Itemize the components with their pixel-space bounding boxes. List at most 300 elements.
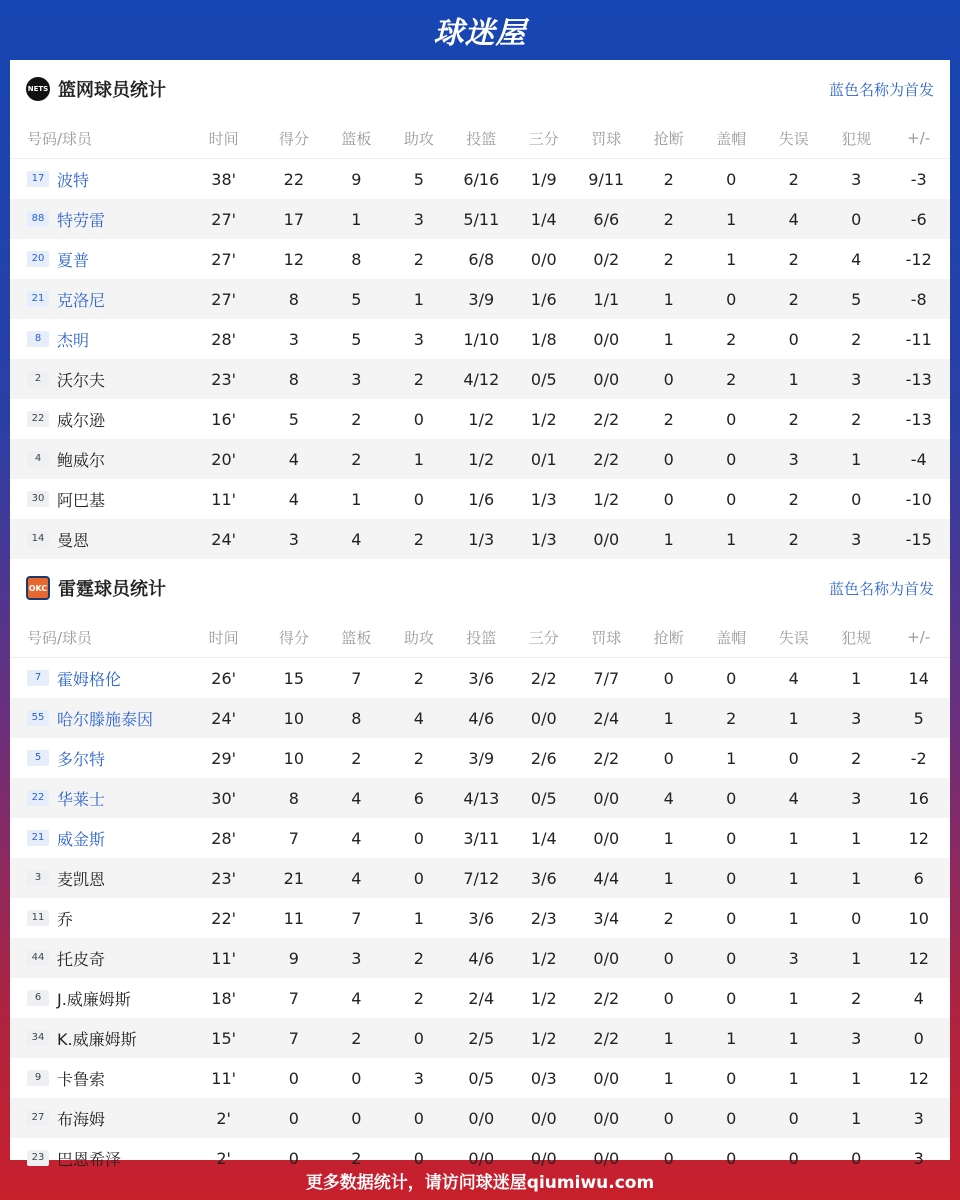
player-name[interactable]: 夏普 xyxy=(57,250,90,270)
player-name[interactable]: 霍姆格伦 xyxy=(57,669,122,689)
stat-cell: -15 xyxy=(905,529,932,549)
player-cell xyxy=(10,667,185,690)
stat-cell: 1/3 xyxy=(530,529,557,549)
player-name[interactable]: 克洛尼 xyxy=(57,290,106,310)
stat-cell: 0 xyxy=(788,1108,799,1128)
stat-cell: 7 xyxy=(288,828,299,848)
stat-cell: 4 xyxy=(851,249,862,269)
stat-cell: 30' xyxy=(211,788,237,808)
player-name[interactable]: 威金斯 xyxy=(57,829,106,849)
jersey-number: 21 xyxy=(27,830,49,846)
stat-cell: 2' xyxy=(216,1148,231,1168)
stat-cell: 0 xyxy=(413,868,424,888)
stat-cell: 0 xyxy=(726,868,737,888)
stat-cell: 1/4 xyxy=(530,828,557,848)
stat-cell: 1 xyxy=(413,449,424,469)
jersey-number: 8 xyxy=(27,331,49,347)
stat-cell: 0 xyxy=(413,489,424,509)
player-cell xyxy=(10,867,185,890)
stat-cell: 2 xyxy=(851,409,862,429)
stat-cell: 2 xyxy=(788,169,799,189)
jersey-number: 20 xyxy=(27,251,49,267)
player-cell xyxy=(10,448,185,471)
jersey-number: 27 xyxy=(27,1110,49,1126)
player-name[interactable]: 巴恩希泽 xyxy=(57,1149,122,1169)
player-name[interactable]: J.威廉姆斯 xyxy=(57,989,131,1009)
player-name[interactable]: 阿巴基 xyxy=(57,490,106,510)
stat-cell: 0 xyxy=(663,668,674,688)
stat-cell: 8 xyxy=(351,708,362,728)
column-header: 三分 xyxy=(528,129,559,148)
stat-cell: 2 xyxy=(851,329,862,349)
stat-cell: 2/6 xyxy=(530,748,557,768)
stat-cell: 2 xyxy=(788,529,799,549)
jersey-number: 3 xyxy=(27,870,49,886)
column-header: 投篮 xyxy=(466,628,497,647)
player-cell xyxy=(10,368,185,391)
stat-cell: 1 xyxy=(726,529,737,549)
column-header: 得分 xyxy=(278,129,309,148)
stat-cell: 0 xyxy=(726,948,737,968)
stat-cell: 1 xyxy=(851,668,862,688)
jersey-number: 2 xyxy=(27,371,49,387)
stat-cell: 3 xyxy=(413,209,424,229)
player-name[interactable]: 波特 xyxy=(57,170,90,190)
stat-cell: 1 xyxy=(851,948,862,968)
player-cell xyxy=(10,528,185,551)
player-name[interactable]: 卡鲁索 xyxy=(57,1069,106,1089)
stat-cell: 29' xyxy=(211,748,237,768)
stat-cell: 1/2 xyxy=(530,1028,557,1048)
stat-cell: 5 xyxy=(288,409,299,429)
stat-cell: 1 xyxy=(851,828,862,848)
stat-cell: -3 xyxy=(910,169,927,189)
player-row[interactable] xyxy=(10,279,950,319)
stat-cell: 2 xyxy=(413,529,424,549)
player-name[interactable]: 杰明 xyxy=(57,330,90,350)
stat-cell: 1/2 xyxy=(530,948,557,968)
stat-cell: 0 xyxy=(726,409,737,429)
jersey-number: 11 xyxy=(27,910,49,926)
column-header: 罚球 xyxy=(591,628,622,647)
player-name[interactable]: 华莱士 xyxy=(57,789,106,809)
stat-cell: 0 xyxy=(413,1108,424,1128)
stat-cell: 11 xyxy=(283,908,305,928)
stat-cell: 4/6 xyxy=(468,948,495,968)
player-row[interactable] xyxy=(10,698,950,738)
player-cell xyxy=(10,488,185,511)
jersey-number: 14 xyxy=(27,531,49,547)
stat-cell: 1 xyxy=(788,868,799,888)
stat-cell: 1 xyxy=(663,1068,674,1088)
player-row[interactable] xyxy=(10,818,950,858)
jersey-number: 4 xyxy=(27,451,49,467)
stat-cell: 2 xyxy=(351,1028,362,1048)
jersey-number: 6 xyxy=(27,990,49,1006)
stat-cell: 2 xyxy=(413,249,424,269)
stat-cell: 1 xyxy=(351,489,362,509)
stat-cell: 0/0 xyxy=(593,1108,620,1128)
column-header: 篮板 xyxy=(341,129,372,148)
stat-cell: 2 xyxy=(788,409,799,429)
stat-cell: 12 xyxy=(908,828,929,848)
stat-cell: 1 xyxy=(726,748,737,768)
column-header: 盖帽 xyxy=(716,129,747,148)
player-cell xyxy=(10,707,185,730)
stat-cell: 0 xyxy=(663,489,674,509)
player-cell xyxy=(10,1067,185,1090)
stat-cell: 1 xyxy=(351,209,362,229)
stat-cell: 2 xyxy=(351,748,362,768)
stat-cell: 2 xyxy=(413,988,424,1008)
stat-cell: 3 xyxy=(288,529,299,549)
column-header: 罚球 xyxy=(591,129,622,148)
stat-cell: 4/6 xyxy=(468,708,495,728)
table-header-row xyxy=(10,617,950,658)
stat-cell: 0/0 xyxy=(530,249,557,269)
stat-cell: 2 xyxy=(663,908,674,928)
player-name[interactable]: 沃尔夫 xyxy=(57,370,106,390)
column-header: 得分 xyxy=(278,628,309,647)
stat-cell: 8 xyxy=(288,289,299,309)
column-header: 号码/球员 xyxy=(27,628,93,647)
column-header: 篮板 xyxy=(341,628,372,647)
stat-cell: 7 xyxy=(351,908,362,928)
stat-cell: 3 xyxy=(413,1068,424,1088)
stat-cell: 0 xyxy=(788,329,799,349)
stat-cell: 3 xyxy=(851,369,862,389)
stat-cell: 2 xyxy=(726,369,737,389)
jersey-number: 22 xyxy=(27,411,49,427)
stat-cell: 4 xyxy=(788,788,799,808)
stat-cell: 4 xyxy=(788,209,799,229)
player-name[interactable]: 鲍威尔 xyxy=(57,450,106,470)
jersey-number: 21 xyxy=(27,291,49,307)
stat-cell: 1 xyxy=(788,828,799,848)
stat-cell: 0/0 xyxy=(468,1148,495,1168)
stat-cell: 2 xyxy=(663,169,674,189)
stat-cell: 10 xyxy=(908,908,929,928)
stat-cell: 2 xyxy=(663,249,674,269)
stat-cell: 2/3 xyxy=(530,908,557,928)
stat-cell: 1 xyxy=(663,529,674,549)
stat-cell: 2 xyxy=(788,249,799,269)
stat-cell: 24' xyxy=(211,708,237,728)
stat-cell: 3 xyxy=(851,1028,862,1048)
stat-cell: 4 xyxy=(288,449,299,469)
stat-cell: 1/3 xyxy=(530,489,557,509)
stat-cell: 5 xyxy=(351,329,362,349)
stat-cell: 4 xyxy=(663,788,674,808)
stat-cell: 1/4 xyxy=(530,209,557,229)
stat-cell: 3 xyxy=(288,329,299,349)
stat-cell: 5 xyxy=(851,289,862,309)
starter-note: 蓝色名称为首发 xyxy=(828,579,934,598)
stat-cell: 2/2 xyxy=(593,449,620,469)
player-row[interactable] xyxy=(10,778,950,818)
player-row[interactable] xyxy=(10,1018,950,1058)
player-cell xyxy=(10,408,185,431)
stat-cell: 2 xyxy=(351,409,362,429)
team-title-group xyxy=(26,575,166,601)
footer[interactable] xyxy=(0,1160,960,1200)
column-header: 抢断 xyxy=(653,129,684,148)
stat-cell: 1 xyxy=(726,209,737,229)
player-row[interactable] xyxy=(10,199,950,239)
stat-cell: 3 xyxy=(413,329,424,349)
jersey-number: 55 xyxy=(27,710,49,726)
stat-cell: 3/6 xyxy=(468,908,495,928)
stat-cell: 0 xyxy=(663,948,674,968)
stat-cell: 4 xyxy=(351,529,362,549)
player-name[interactable]: 托皮奇 xyxy=(57,949,106,969)
stat-cell: 1 xyxy=(851,1108,862,1128)
stat-cell: 0 xyxy=(663,369,674,389)
player-cell xyxy=(10,827,185,850)
stat-cell: 0 xyxy=(413,828,424,848)
player-name[interactable]: 多尔特 xyxy=(57,749,106,769)
stat-cell: 7 xyxy=(288,988,299,1008)
stat-cell: 1 xyxy=(788,908,799,928)
stat-cell: 22 xyxy=(283,169,305,189)
stat-cell: 0 xyxy=(913,1028,924,1048)
stat-cell: 0 xyxy=(726,828,737,848)
stat-cell: 3/6 xyxy=(468,668,495,688)
player-row[interactable] xyxy=(10,399,950,439)
stat-cell: 0 xyxy=(663,449,674,469)
stat-cell: 26' xyxy=(211,668,237,688)
stat-cell: 0/5 xyxy=(530,788,557,808)
team-title: 雷霆球员统计 xyxy=(58,579,166,600)
stat-cell: 16' xyxy=(211,409,237,429)
stat-cell: 4 xyxy=(913,988,924,1008)
stat-cell: -12 xyxy=(905,249,932,269)
stat-cell: 8 xyxy=(351,249,362,269)
stat-cell: 11' xyxy=(211,948,237,968)
jersey-number: 34 xyxy=(27,1030,49,1046)
stat-cell: 3 xyxy=(851,169,862,189)
player-cell xyxy=(10,1107,185,1130)
stat-cell: 9 xyxy=(351,169,362,189)
column-header: 时间 xyxy=(208,628,239,647)
stat-cell: 2 xyxy=(663,409,674,429)
stat-cell: 15 xyxy=(283,668,305,688)
stat-cell: 1 xyxy=(788,988,799,1008)
stat-cell: 2/2 xyxy=(593,988,620,1008)
stat-cell: 4 xyxy=(351,788,362,808)
stat-cell: 0/3 xyxy=(530,1068,557,1088)
stat-cell: 0/0 xyxy=(593,1148,620,1168)
column-header: 号码/球员 xyxy=(27,129,93,148)
stat-cell: 0 xyxy=(726,988,737,1008)
stat-cell: 2/2 xyxy=(593,1028,620,1048)
player-row[interactable] xyxy=(10,479,950,519)
stat-cell: 2/5 xyxy=(468,1028,495,1048)
stat-cell: 4 xyxy=(351,828,362,848)
jersey-number: 30 xyxy=(27,491,49,507)
jersey-number: 9 xyxy=(27,1070,49,1086)
player-cell xyxy=(10,328,185,351)
stat-cell: 6 xyxy=(413,788,424,808)
stat-cell: 2 xyxy=(726,708,737,728)
team-logo-icon: OKC xyxy=(26,576,50,600)
player-cell xyxy=(10,1027,185,1050)
jersey-number: 22 xyxy=(27,790,49,806)
stat-cell: 3/9 xyxy=(468,289,495,309)
player-name[interactable]: 特劳雷 xyxy=(57,210,106,230)
player-row[interactable] xyxy=(10,658,950,698)
footer-text: 更多数据统计，请访问球迷屋qiumiwu.com xyxy=(305,1172,655,1193)
stat-cell: 0/0 xyxy=(593,828,620,848)
stat-cell: 3/11 xyxy=(463,828,500,848)
player-cell xyxy=(10,208,185,231)
stat-cell: 1 xyxy=(663,868,674,888)
stat-cell: 2/2 xyxy=(593,409,620,429)
stat-cell: 2 xyxy=(788,289,799,309)
stat-cell: 1/2 xyxy=(468,409,495,429)
player-name[interactable]: 布海姆 xyxy=(57,1109,106,1129)
player-row[interactable] xyxy=(10,858,950,898)
stat-cell: 12 xyxy=(908,1068,929,1088)
stat-cell: 1/6 xyxy=(468,489,495,509)
player-name[interactable]: 麦凯恩 xyxy=(57,869,106,889)
stat-cell: 11' xyxy=(211,489,237,509)
player-cell xyxy=(10,787,185,810)
player-row[interactable] xyxy=(10,738,950,778)
stat-cell: 0 xyxy=(726,449,737,469)
player-name[interactable]: 乔 xyxy=(57,909,74,929)
stat-cell: 1 xyxy=(726,249,737,269)
team-title-group xyxy=(26,76,166,102)
stat-cell: 2/4 xyxy=(593,708,620,728)
player-row[interactable] xyxy=(10,519,950,559)
stat-cell: 23' xyxy=(211,868,237,888)
player-row[interactable] xyxy=(10,898,950,938)
stat-cell: 1/2 xyxy=(530,409,557,429)
stat-cell: 0 xyxy=(288,1108,299,1128)
stat-cell: 3 xyxy=(351,369,362,389)
stat-cell: 2 xyxy=(413,668,424,688)
stat-cell: 4 xyxy=(351,988,362,1008)
stat-cell: -2 xyxy=(910,748,927,768)
stat-cell: -8 xyxy=(910,289,927,309)
stat-cell: 1 xyxy=(851,449,862,469)
jersey-number: 7 xyxy=(27,670,49,686)
player-cell xyxy=(10,947,185,970)
stat-cell: 0 xyxy=(726,169,737,189)
stat-cell: 4 xyxy=(288,489,299,509)
stat-cell: 1 xyxy=(663,708,674,728)
stat-cell: 0/0 xyxy=(593,948,620,968)
stat-cell: 4 xyxy=(788,668,799,688)
player-row[interactable] xyxy=(10,159,950,199)
player-cell xyxy=(10,288,185,311)
player-row[interactable] xyxy=(10,1058,950,1098)
stat-cell: 0 xyxy=(726,668,737,688)
stat-cell: 0 xyxy=(413,1148,424,1168)
player-name[interactable]: K.威廉姆斯 xyxy=(57,1029,137,1049)
table-header-row xyxy=(10,118,950,159)
stat-cell: -4 xyxy=(910,449,927,469)
stat-cell: 1 xyxy=(788,708,799,728)
player-cell xyxy=(10,907,185,930)
stat-cell: 0 xyxy=(851,489,862,509)
stat-cell: 0/0 xyxy=(593,529,620,549)
stat-cell: 2/2 xyxy=(530,668,557,688)
stat-cell: 27' xyxy=(211,289,237,309)
stat-cell: -10 xyxy=(905,489,932,509)
stat-cell: 0 xyxy=(726,788,737,808)
stat-cell: 9/11 xyxy=(588,169,625,189)
player-row[interactable] xyxy=(10,439,950,479)
player-cell xyxy=(10,747,185,770)
starter-note: 蓝色名称为首发 xyxy=(828,80,934,99)
stat-cell: 1 xyxy=(413,908,424,928)
stat-cell: 3 xyxy=(788,449,799,469)
stat-cell: 2 xyxy=(726,329,737,349)
stat-cell: 1/8 xyxy=(530,329,557,349)
stat-cell: -6 xyxy=(910,209,927,229)
stat-cell: 1 xyxy=(663,329,674,349)
stat-cell: 1/9 xyxy=(530,169,557,189)
player-name[interactable]: 曼恩 xyxy=(57,530,90,550)
player-row[interactable] xyxy=(10,1098,950,1138)
stat-cell: 5/11 xyxy=(463,209,500,229)
player-row[interactable] xyxy=(10,938,950,978)
column-header: +/- xyxy=(907,129,931,147)
stat-cell: 2 xyxy=(351,449,362,469)
stat-cell: 5 xyxy=(913,708,924,728)
stat-cell: 1 xyxy=(788,1028,799,1048)
stat-cell: 27' xyxy=(211,249,237,269)
stat-cell: 15' xyxy=(211,1028,237,1048)
stat-cell: 1 xyxy=(851,1068,862,1088)
player-row[interactable] xyxy=(10,319,950,359)
player-name[interactable]: 哈尔滕施泰因 xyxy=(57,709,154,729)
stat-cell: 0/0 xyxy=(593,788,620,808)
player-name[interactable]: 威尔逊 xyxy=(57,410,106,430)
stat-cell: 0 xyxy=(726,1068,737,1088)
site-logo: 球迷屋 xyxy=(433,16,527,51)
stat-cell: 0 xyxy=(663,748,674,768)
stat-cell: 0 xyxy=(726,489,737,509)
jersey-number: 88 xyxy=(27,211,49,227)
column-header: 三分 xyxy=(528,628,559,647)
stat-cell: 18' xyxy=(211,988,237,1008)
stat-cell: 2 xyxy=(413,948,424,968)
stat-cell: 1/1 xyxy=(593,289,620,309)
stat-cell: 2 xyxy=(788,489,799,509)
team-logo-icon: NETS xyxy=(26,77,50,101)
player-row[interactable] xyxy=(10,978,950,1018)
stat-cell: 1 xyxy=(788,369,799,389)
stat-cell: 3 xyxy=(913,1108,924,1128)
stat-cell: 7/7 xyxy=(593,668,620,688)
stat-cell: 6/8 xyxy=(468,249,495,269)
stat-cell: 2 xyxy=(413,748,424,768)
stat-cell: 0 xyxy=(663,1108,674,1128)
player-row[interactable] xyxy=(10,239,950,279)
player-row[interactable] xyxy=(10,359,950,399)
stat-cell: 14 xyxy=(908,668,929,688)
stat-cell: 3 xyxy=(851,708,862,728)
stat-cell: 3 xyxy=(788,948,799,968)
stat-cell: 1/2 xyxy=(530,988,557,1008)
jersey-number: 23 xyxy=(27,1150,49,1166)
stat-cell: 28' xyxy=(211,828,237,848)
stat-cell: 0/1 xyxy=(530,449,557,469)
column-header: 失误 xyxy=(778,129,809,148)
